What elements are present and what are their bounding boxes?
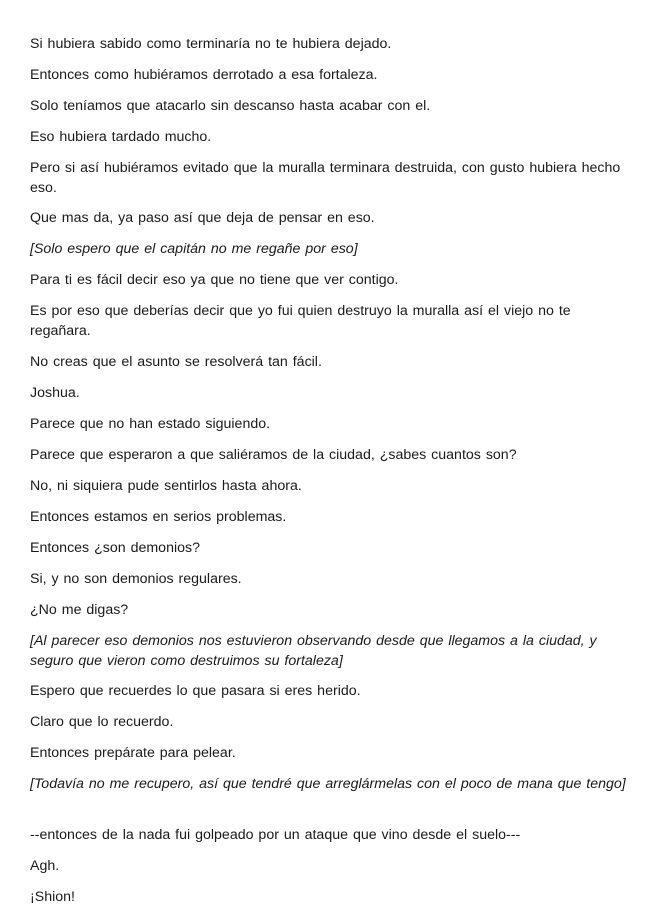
paragraph-5: Pero si así hubiéramos evitado que la muralla terminara destruida, con gusto hubiera hecho eso. [30, 160, 621, 196]
paragraph-7-thought: [Solo espero que el capitán no me regañe por eso] [30, 241, 358, 257]
paragraph-2: Entonces como hubiéramos derrotado a esa fortaleza. [30, 67, 378, 83]
paragraph-15: Entonces estamos en serios problemas. [30, 509, 287, 525]
paragraph-21: Claro que lo recuerdo. [30, 714, 174, 730]
paragraph-13: Parece que esperaron a que saliéramos de la ciudad, ¿sabes cuantos son? [30, 447, 517, 463]
paragraph-14: No, ni siquiera pude sentirlos hasta ahora. [30, 478, 302, 494]
paragraph-6: Que mas da, ya paso así que deja de pensar en eso. [30, 210, 375, 226]
paragraph-11: Joshua. [30, 385, 80, 401]
paragraph-24-narration: --entonces de la nada fui golpeado por un ataque que vino desde el suelo--- [30, 827, 521, 843]
paragraph-9: Es por eso que deberías decir que yo fui quien destruyo la muralla así el viejo no te regañara. [30, 303, 571, 339]
paragraph-19-thought: [Al parecer eso demonios nos estuvieron observando desde que llegamos a la ciudad, y seguro que vieron como destruimos su fortaleza] [30, 633, 597, 669]
paragraph-12: Parece que no han estado siguiendo. [30, 416, 271, 432]
paragraph-1: Si hubiera sabido como terminaría no te hubiera dejado. [30, 36, 392, 52]
paragraph-10: No creas que el asunto se resolverá tan fácil. [30, 354, 322, 370]
paragraph-8: Para ti es fácil decir eso ya que no tiene que ver contigo. [30, 272, 399, 288]
paragraph-3: Solo teníamos que atacarlo sin descanso hasta acabar con el. [30, 98, 431, 114]
paragraph-17: Si, y no son demonios regulares. [30, 571, 242, 587]
paragraph-22: Entonces prepárate para pelear. [30, 745, 236, 761]
paragraph-18: ¿No me digas? [30, 602, 129, 618]
paragraph-25: Agh. [30, 858, 60, 874]
paragraph-23-thought: [Todavía no me recupero, así que tendré que arreglármelas con el poco de mana que tengo] [30, 776, 626, 792]
paragraph-26: ¡Shion! [30, 889, 75, 905]
paragraph-20: Espero que recuerdes lo que pasara si eres herido. [30, 683, 361, 699]
paragraph-16: Entonces ¿son demonios? [30, 540, 200, 556]
paragraph-4: Eso hubiera tardado mucho. [30, 129, 212, 145]
